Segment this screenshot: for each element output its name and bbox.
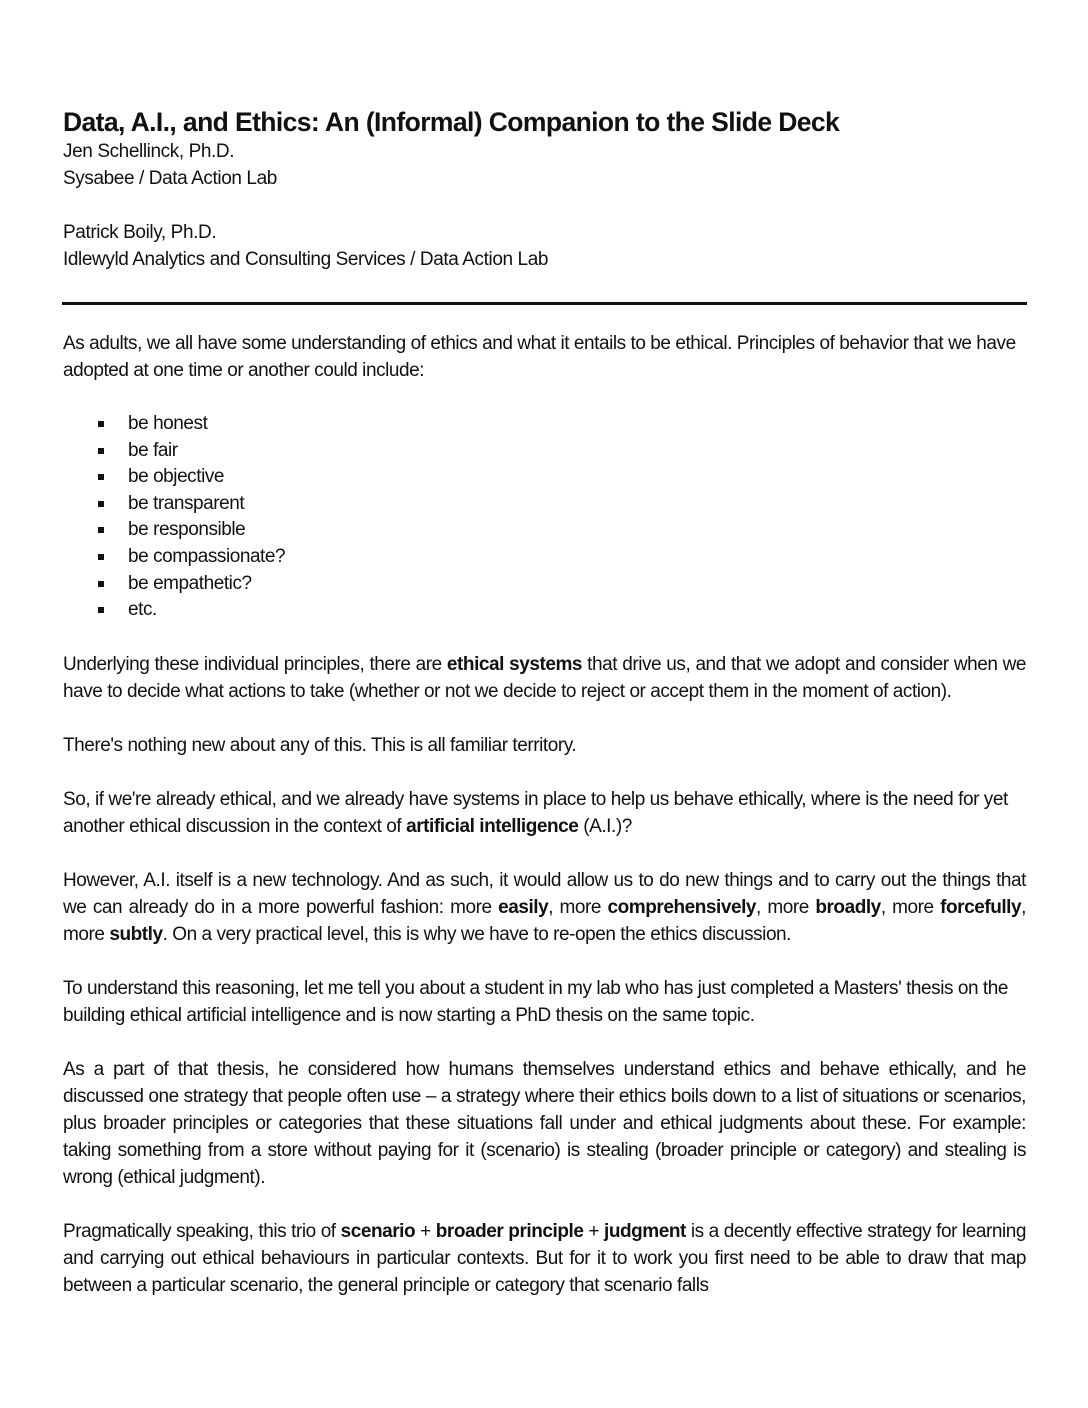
list-item-text: be empathetic? <box>128 572 252 594</box>
text-run: However, A.I. itself is a new technology. And as such, it would allow us to do new things and to carry out the things that we can already do in a more powerful fashion: more <box>63 869 1026 918</box>
bold-term: easily <box>498 896 549 918</box>
text-run: So, if we're already ethical, and we already have systems in place to help us behave ethically, where is the need for yet another ethical discussion in the context of <box>63 788 1008 837</box>
list-item <box>63 491 1026 518</box>
text-run: , more <box>548 896 608 918</box>
bold-term: artificial intelligence <box>406 815 579 837</box>
bold-term: broader principle <box>435 1220 584 1242</box>
author-block <box>63 138 1027 273</box>
list-item <box>63 411 1026 438</box>
list-item <box>63 517 1026 544</box>
text-run: . On a very practical level, this is why we have to re-open the ethics discussion. <box>162 923 792 945</box>
text-run: + <box>583 1220 605 1242</box>
square-bullet-icon <box>98 501 104 507</box>
text-run: + <box>415 1220 436 1242</box>
principles-list <box>63 411 1026 624</box>
list-item <box>63 571 1026 598</box>
square-bullet-icon <box>98 474 104 480</box>
text-run: Pragmatically speaking, this trio of <box>63 1220 341 1242</box>
author-name: Patrick Boily, Ph.D. <box>63 222 217 243</box>
list-item-text: etc. <box>128 599 157 621</box>
spacer <box>63 192 1027 219</box>
paragraph-intro: As adults, we all have some understanding of ethics and what it entails to be ethical. Principles of behavior that we have adopted at one time or another could include: <box>63 333 1016 381</box>
document-title: Data, A.I., and Ethics: An (Informal) Companion to the Slide Deck <box>63 107 840 137</box>
square-bullet-icon <box>98 421 104 427</box>
author-affiliation: Sysabee / Data Action Lab <box>63 168 277 189</box>
list-item <box>63 464 1026 491</box>
text-run: (A.I.)? <box>578 815 632 837</box>
paragraph-student: To understand this reasoning, let me tell you about a student in my lab who has just completed a Masters' thesis on the building ethical artificial intelligence and is now starting a PhD thesis on the same topic. <box>63 977 1008 1026</box>
text-run: Underlying these individual principles, there are <box>63 653 447 675</box>
paragraph-familiar-territory: There's nothing new about any of this. This is all familiar territory. <box>63 734 577 756</box>
list-item <box>63 438 1026 465</box>
square-bullet-icon <box>98 607 104 613</box>
list-item-text: be transparent <box>128 492 245 514</box>
text-run: is a decently effective strategy for learning and carrying out ethical behaviours in particular contexts. But for it to work you first need to be able to draw that map between a particular scenario, the general principle or category that scenario falls <box>63 1220 1026 1296</box>
paragraph-trio <box>63 1218 1026 1299</box>
bold-term: broadly <box>815 896 881 918</box>
list-item-text: be responsible <box>128 519 246 541</box>
author-name: Jen Schellinck, Ph.D. <box>63 141 235 162</box>
text-run: that drive us, and that we adopt and consider when we have to decide what actions to take (whether or not we decide to reject or accept them in the moment of action). <box>63 653 1026 702</box>
square-bullet-icon <box>98 554 104 560</box>
horizontal-rule <box>62 302 1027 305</box>
paragraph-ethical-systems <box>63 651 1026 705</box>
bold-term: judgment <box>604 1220 686 1242</box>
text-run: , more <box>756 896 816 918</box>
square-bullet-icon <box>98 448 104 454</box>
author-affiliation: Idlewyld Analytics and Consulting Services / Data Action Lab <box>63 249 549 270</box>
paragraph-new-technology <box>63 867 1026 948</box>
list-item-text: be fair <box>128 439 178 461</box>
list-item <box>63 597 1026 624</box>
bold-term: forcefully <box>940 896 1022 918</box>
document-body <box>63 330 1026 1326</box>
list-item-text: be compassionate? <box>128 545 286 567</box>
square-bullet-icon <box>98 527 104 533</box>
document-header <box>63 106 1027 273</box>
bold-term: comprehensively <box>607 896 757 918</box>
list-item <box>63 544 1026 571</box>
bold-term: scenario <box>340 1220 416 1242</box>
bold-term: ethical systems <box>446 653 583 675</box>
text-run: , more <box>63 896 1026 945</box>
text-run: , more <box>880 896 941 918</box>
bold-term: subtly <box>109 923 163 945</box>
square-bullet-icon <box>98 581 104 587</box>
list-item-text: be objective <box>128 466 225 488</box>
paragraph-thesis-strategy: As a part of that thesis, he considered how humans themselves understand ethics and behave ethically, and he discussed one strategy that people often use – a strategy where their ethics boils down to a list of situations or scenarios, plus broader principles or categories that these situations fall under and ethical judgments about these. For example: taking something from a store without paying for it (scenario) is stealing (broader principle or category) and stealing is wrong (ethical judgment). <box>63 1058 1026 1188</box>
paragraph-ai-question <box>63 786 1026 840</box>
list-item-text: be honest <box>128 413 208 434</box>
